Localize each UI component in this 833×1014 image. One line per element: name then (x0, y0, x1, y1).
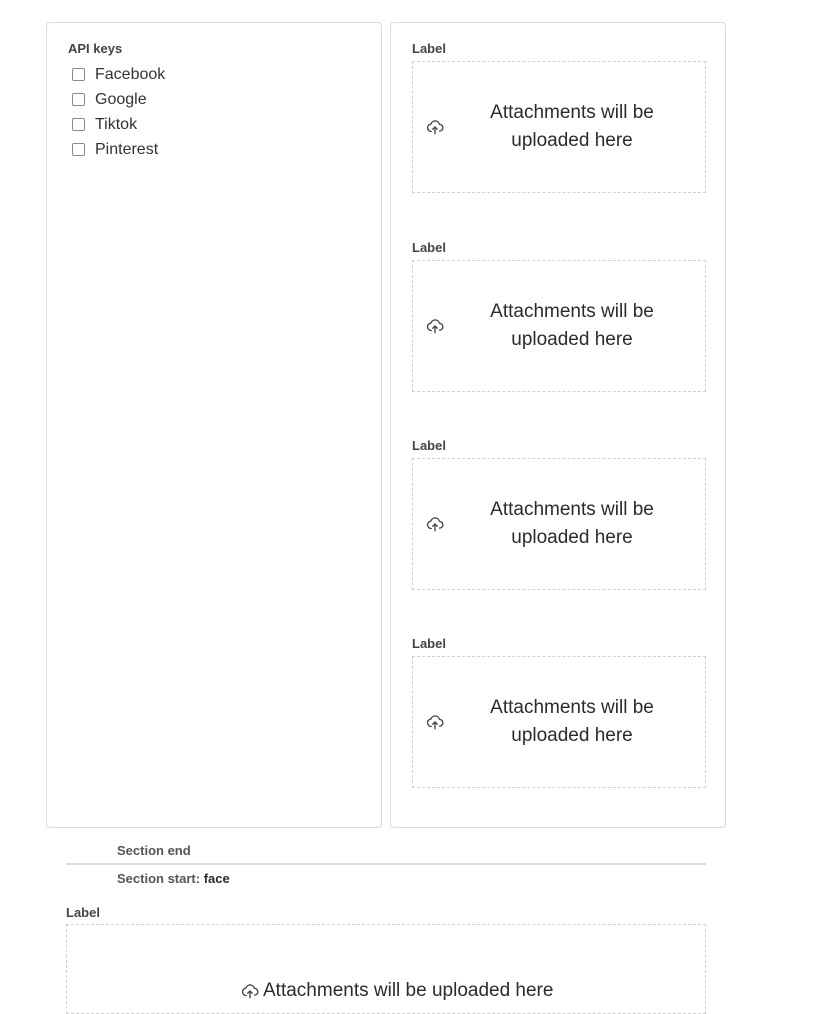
attachment-dropzone[interactable] (412, 61, 706, 193)
attachment-dropzone[interactable] (412, 458, 706, 590)
checkbox-facebook[interactable] (72, 62, 165, 87)
checkbox-box[interactable] (72, 93, 85, 106)
upload-field-label: Label (412, 41, 446, 56)
checkbox-google[interactable] (72, 87, 165, 112)
api-keys-checkbox-list (72, 62, 165, 162)
upload-field-label: Label (66, 905, 100, 920)
section-end-marker: Section end (117, 843, 191, 858)
section-start-marker (117, 871, 230, 886)
checkbox-box[interactable] (72, 68, 85, 81)
dropzone-placeholder: Attachments will be uploaded here (490, 499, 654, 548)
upload-cloud-icon (426, 515, 444, 533)
checkbox-tiktok[interactable] (72, 112, 165, 137)
upload-field-label: Label (412, 240, 446, 255)
checkbox-label: Pinterest (95, 140, 159, 158)
upload-field-label: Label (412, 438, 446, 453)
checkbox-label: Tiktok (95, 115, 138, 133)
attachment-dropzone[interactable] (66, 924, 706, 1014)
dropzone-placeholder: Attachments will be uploaded here (490, 697, 654, 746)
section-start-name: face (203, 871, 230, 886)
attachments-panel (390, 22, 726, 828)
upload-cloud-icon (241, 982, 259, 1000)
api-keys-panel (46, 22, 382, 828)
dropzone-placeholder: Attachments will be uploaded here (263, 980, 554, 1001)
checkbox-pinterest[interactable] (72, 137, 165, 162)
upload-cloud-icon (426, 118, 444, 136)
dropzone-placeholder: Attachments will be uploaded here (490, 102, 654, 151)
checkbox-box[interactable] (72, 143, 85, 156)
section-start-prefix: Section start: (117, 871, 201, 886)
attachment-dropzone[interactable] (412, 656, 706, 788)
section-divider (66, 863, 706, 865)
checkbox-box[interactable] (72, 118, 85, 131)
upload-cloud-icon (426, 317, 444, 335)
attachment-dropzone[interactable] (412, 260, 706, 392)
upload-field-label: Label (412, 636, 446, 651)
checkbox-label: Facebook (95, 65, 166, 83)
dropzone-placeholder: Attachments will be uploaded here (490, 301, 654, 350)
checkbox-label: Google (95, 90, 147, 108)
upload-cloud-icon (426, 713, 444, 731)
api-keys-label: API keys (68, 41, 123, 56)
